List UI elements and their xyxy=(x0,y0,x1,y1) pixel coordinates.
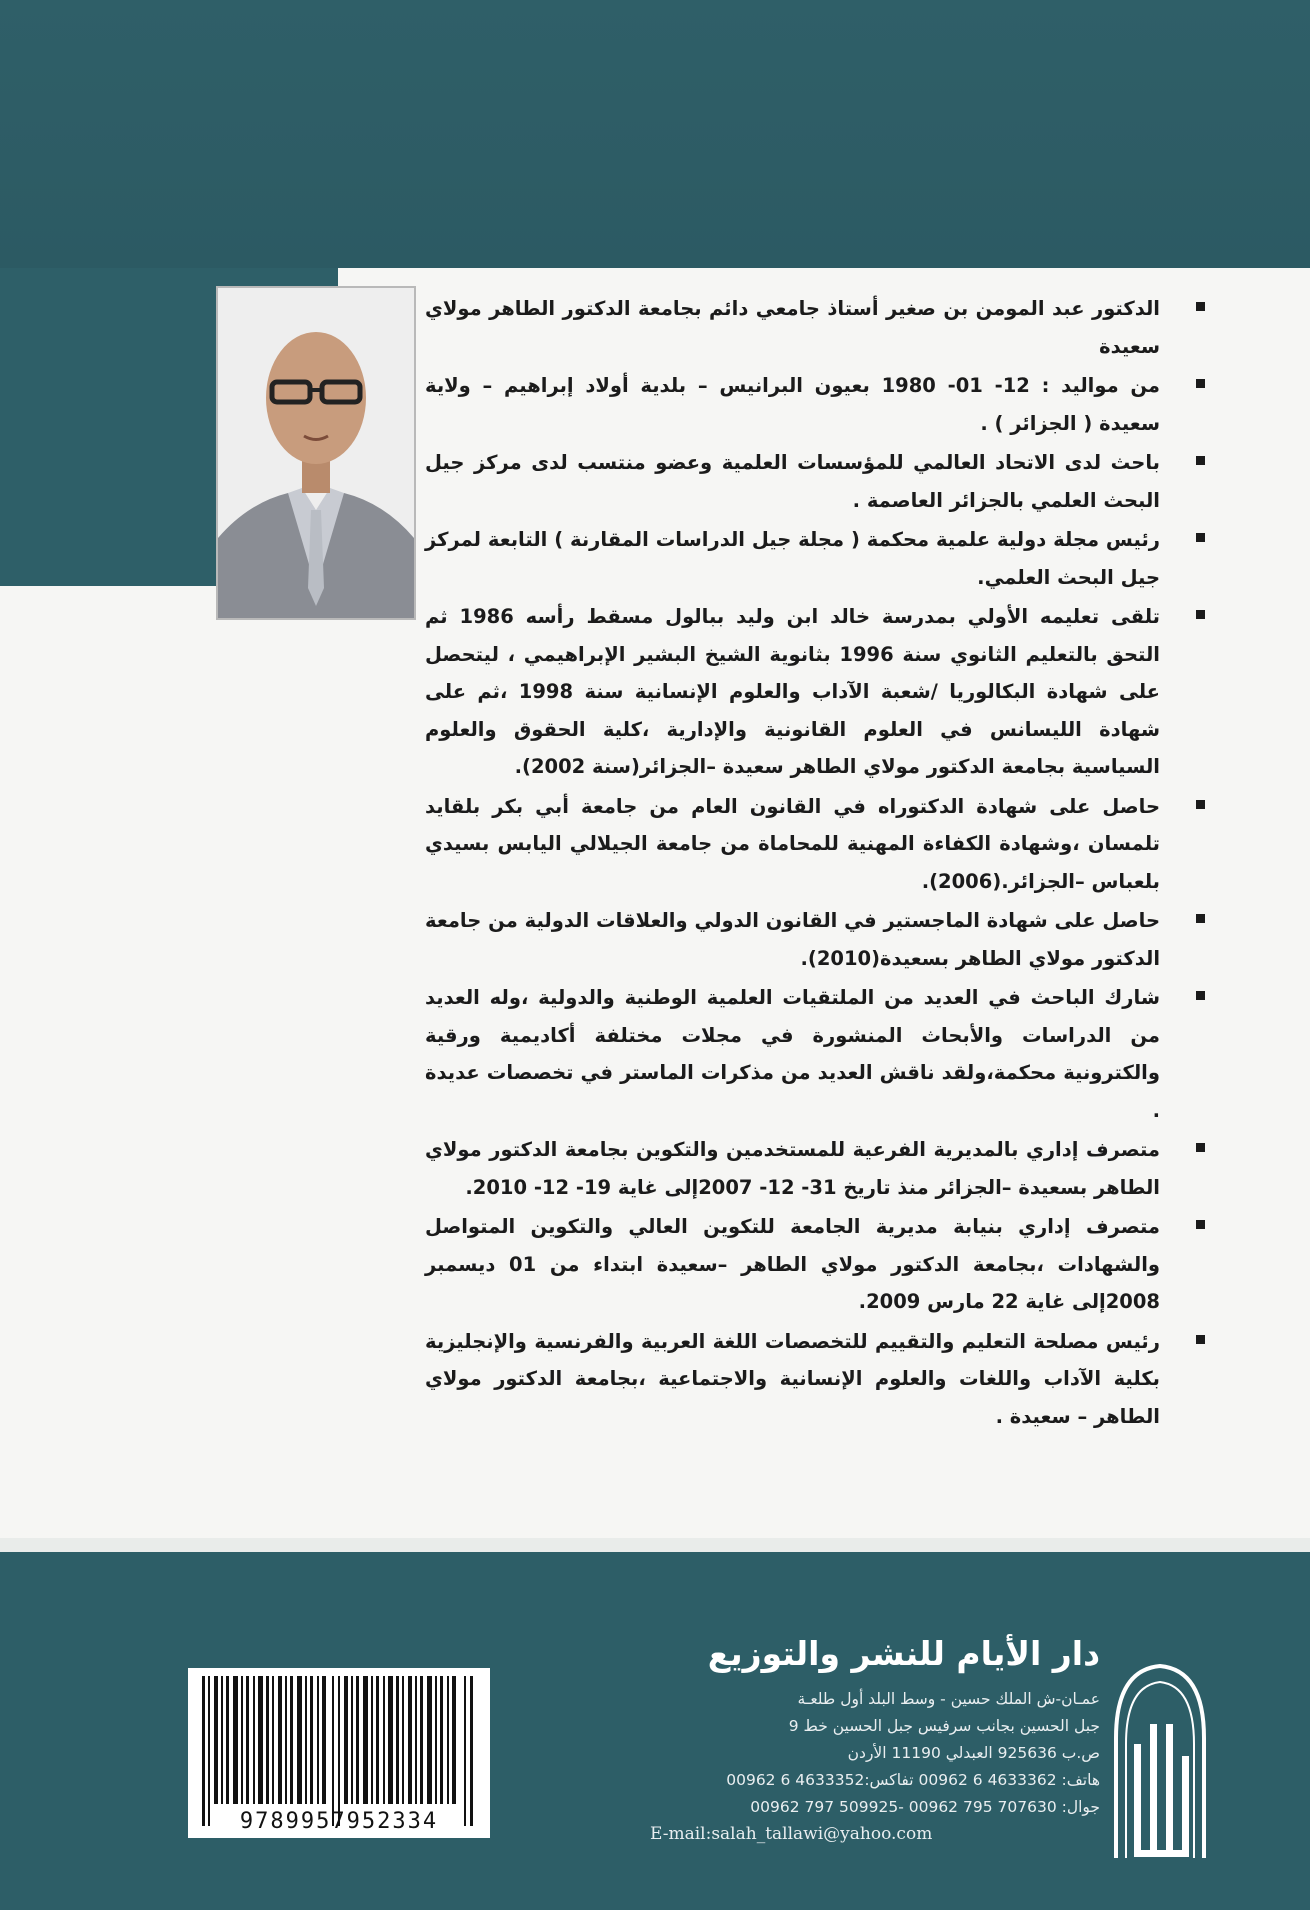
bio-item: تلقى تعليمه الأولي بمدرسة خالد ابن وليد ببالول مسقط رأسه 1986 ثم التحق بالتعليم الثانوي سنة 1996 بثانوية الشيخ البشير الإبراهيمي ، ليتحصل على شهادة البكالوريا /شعبة الآداب والعلوم الإنسانية سنة 1998 ،ثم على شهادة الليسانس في العلوم القانونية والإدارية ،كلية الحقوق والعلوم السياسية بجامعة الدكتور مولاي الطاهر سعيدة –الجزائر(سنة 2002). xyxy=(425,598,1205,786)
bullet-icon xyxy=(1196,456,1205,465)
bullet-icon xyxy=(1196,800,1205,809)
author-portrait-illustration xyxy=(218,288,414,618)
top-teal-band xyxy=(0,0,1310,268)
bio-item: الدكتور عبد المومن بن صغير أستاذ جامعي دائم بجامعة الدكتور الطاهر مولاي سعيدة xyxy=(425,290,1205,365)
bio-item: شارك الباحث في العديد من الملتقيات العلمية الوطنية والدولية ،وله العديد من الدراسات والأبحاث المنشورة في مجلات مختلفة أكاديمية ورقية والكترونية محكمة،ولقد ناقش العديد من مذكرات الماستر في تخصصات عديدة . xyxy=(425,979,1205,1129)
publisher-contact xyxy=(650,1686,1100,1848)
author-biography xyxy=(425,290,1205,1437)
bio-item: حاصل على شهادة الماجستير في القانون الدولي والعلاقات الدولية من جامعة الدكتور مولاي الطاهر بسعيدة(2010). xyxy=(425,902,1205,977)
bullet-icon xyxy=(1196,914,1205,923)
bio-item: رئيس مجلة دولية علمية محكمة ( مجلة جيل الدراسات المقارنة ) التابعة لمركز جيل البحث العلمي. xyxy=(425,521,1205,596)
publisher-mobile: جوال: 707630 795 00962 -509925 797 00962 xyxy=(750,1798,1100,1816)
bullet-icon xyxy=(1196,302,1205,311)
bio-item: حاصل على شهادة الدكتوراه في القانون العام من جامعة أبي بكر بلقايد تلمسان ،وشهادة الكفاءة المهنية للمحاماة من جامعة الجيلالي اليابس بسيدي بلعباس –الجزائر.(2006). xyxy=(425,788,1205,901)
bio-item: متصرف إداري بالمديرية الفرعية للمستخدمين والتكوين بجامعة الدكتور مولاي الطاهر بسعيدة –الجزائر منذ تاريخ 31- 12- 2007إلى غاية 19- 12- 2010. xyxy=(425,1131,1205,1206)
bullet-icon xyxy=(1196,1143,1205,1152)
bullet-icon xyxy=(1196,533,1205,542)
publisher-logo-text xyxy=(1110,1660,1111,1661)
bio-item: رئيس مصلحة التعليم والتقييم للتخصصات اللغة العربية والفرنسية والإنجليزية بكلية الآداب واللغات والعلوم الإنسانية والاجتماعية ،بجامعة الدكتور مولاي الطاهر – سعيدة . xyxy=(425,1323,1205,1436)
publisher-address-line-1: عمـان-ش الملك حسين - وسط البلد أول طلعـة xyxy=(797,1690,1100,1708)
bullet-icon xyxy=(1196,379,1205,388)
bio-item: من مواليد : 12- 01- 1980 بعيون البرانيس – بلدية أولاد إبراهيم – ولاية سعيدة ( الجزائر ) . xyxy=(425,367,1205,442)
publisher-name: دار الأيام للنشر والتوزيع xyxy=(707,1634,1100,1673)
publisher-email: E-mail:salah_tallawi@yahoo.com xyxy=(650,1824,933,1844)
author-photo xyxy=(216,286,416,620)
isbn-digits: 9789957952334 xyxy=(239,1809,439,1834)
publisher-po-box: ص.ب 925636 العبدلي 11190 الأردن xyxy=(847,1744,1100,1762)
band-separator xyxy=(0,1538,1310,1552)
bullet-icon xyxy=(1196,1335,1205,1344)
publisher-logo-icon xyxy=(1110,1660,1210,1860)
bio-item: متصرف إداري بنيابة مديرية الجامعة للتكوين العالي والتكوين المتواصل والشهادات ،بجامعة الدكتور مولاي الطاهر –سعيدة ابتداء من 01 ديسمبر 2008إلى غاية 22 مارس 2009. xyxy=(425,1208,1205,1321)
bullet-icon xyxy=(1196,610,1205,619)
publisher-phone: هاتف: 4633362 6 00962 تفاكس:4633352 6 00962 xyxy=(726,1771,1100,1789)
publisher-logo xyxy=(1110,1660,1210,1860)
isbn-barcode xyxy=(188,1668,490,1838)
bullet-icon xyxy=(1196,991,1205,1000)
bio-item: باحث لدى الاتحاد العالمي للمؤسسات العلمية وعضو منتسب لدى مركز جيل البحث العلمي بالجزائر العاصمة . xyxy=(425,444,1205,519)
bullet-icon xyxy=(1196,1220,1205,1229)
biography-list xyxy=(425,290,1205,1435)
publisher-address-line-2: جبل الحسين بجانب سرفيس جبل الحسين خط 9 xyxy=(788,1717,1100,1735)
